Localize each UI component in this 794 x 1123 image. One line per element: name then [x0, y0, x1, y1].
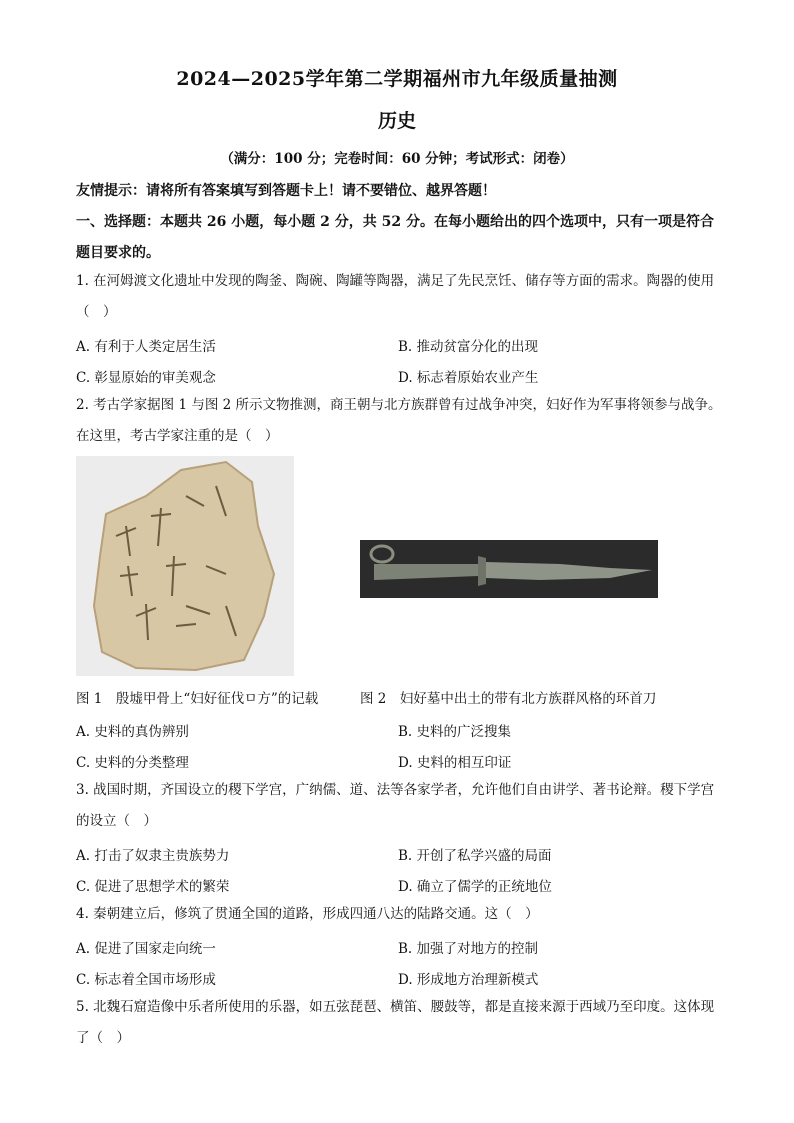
- question-1-option-b: B. 推动贫富分化的出现: [398, 339, 539, 355]
- question-1-option-a: A. 有利于人类定居生活: [76, 339, 216, 355]
- exam-subject: 历史: [377, 110, 416, 132]
- question-4-option-b: B. 加强了对地方的控制: [398, 941, 539, 957]
- oracle-bone-image: [76, 456, 294, 676]
- question-2-option-c: C. 史料的分类整理: [76, 755, 189, 771]
- question-3-stem: 3. 战国时期，齐国设立的稷下学宫，广纳儒、道、法等各家学者，允许他们自由讲学、著书论辩。稷下学宫的设立（ ）: [76, 782, 715, 829]
- question-3-option-d: D. 确立了儒学的正统地位: [398, 879, 552, 895]
- figure-1-caption: 图 1 殷墟甲骨上“妇好征伐ㅁ方”的记载: [76, 691, 319, 707]
- question-2-option-b: B. 史料的广泛搜集: [398, 724, 512, 740]
- question-4-stem: 4. 秦朝建立后，修筑了贯通全国的道路，形成四通八达的陆路交通。这（ ）: [76, 906, 539, 922]
- question-3-option-b: B. 开创了私学兴盛的局面: [398, 848, 552, 864]
- question-4-option-a: A. 促进了国家走向统一: [76, 941, 216, 957]
- question-2-option-a: A. 史料的真伪辨别: [76, 724, 189, 740]
- question-4-option-d: D. 形成地方治理新模式: [398, 972, 539, 988]
- question-5-stem: 5. 北魏石窟造像中乐者所使用的乐器，如五弦琵琶、横笛、腰鼓等，都是直接来源于西域乃至印度。这体现了（ ）: [76, 999, 715, 1046]
- figure-2-caption: 图 2 妇好墓中出土的带有北方族群风格的环首刀: [360, 691, 657, 707]
- question-4-option-c: C. 标志着全国市场形成: [76, 972, 216, 988]
- exam-info: （满分：100 分；完卷时间：60 分钟；考试形式：闭卷）: [220, 151, 574, 167]
- ring-pommel-knife-image: [360, 540, 658, 598]
- friendly-tip: 友情提示：请将所有答案填写到答题卡上！请不要错位、越界答题！: [76, 183, 496, 199]
- question-2-option-d: D. 史料的相互印证: [398, 755, 512, 771]
- question-1-option-d: D. 标志着原始农业产生: [398, 370, 539, 386]
- question-1-stem: 1. 在河姆渡文化遗址中发现的陶釜、陶碗、陶罐等陶器，满足了先民烹饪、储存等方面的需求。陶器的使用（ ）: [76, 273, 715, 320]
- section-heading: 一、选择题：本题共 26 小题，每小题 2 分，共 52 分。在每小题给出的四个选项中，只有一项是符合题目要求的。: [76, 214, 714, 261]
- question-3-option-a: A. 打击了奴隶主贵族势力: [76, 848, 230, 864]
- exam-title: 2024—2025学年第二学期福州市九年级质量抽测: [176, 68, 618, 90]
- question-3-option-c: C. 促进了思想学术的繁荣: [76, 879, 230, 895]
- question-2-stem: 2. 考古学家据图 1 与图 2 所示文物推测，商王朝与北方族群曾有过战争冲突，妇好作为军事将领参与战争。在这里，考古学家注重的是（ ）: [76, 397, 722, 444]
- question-1-option-c: C. 彰显原始的审美观念: [76, 370, 216, 386]
